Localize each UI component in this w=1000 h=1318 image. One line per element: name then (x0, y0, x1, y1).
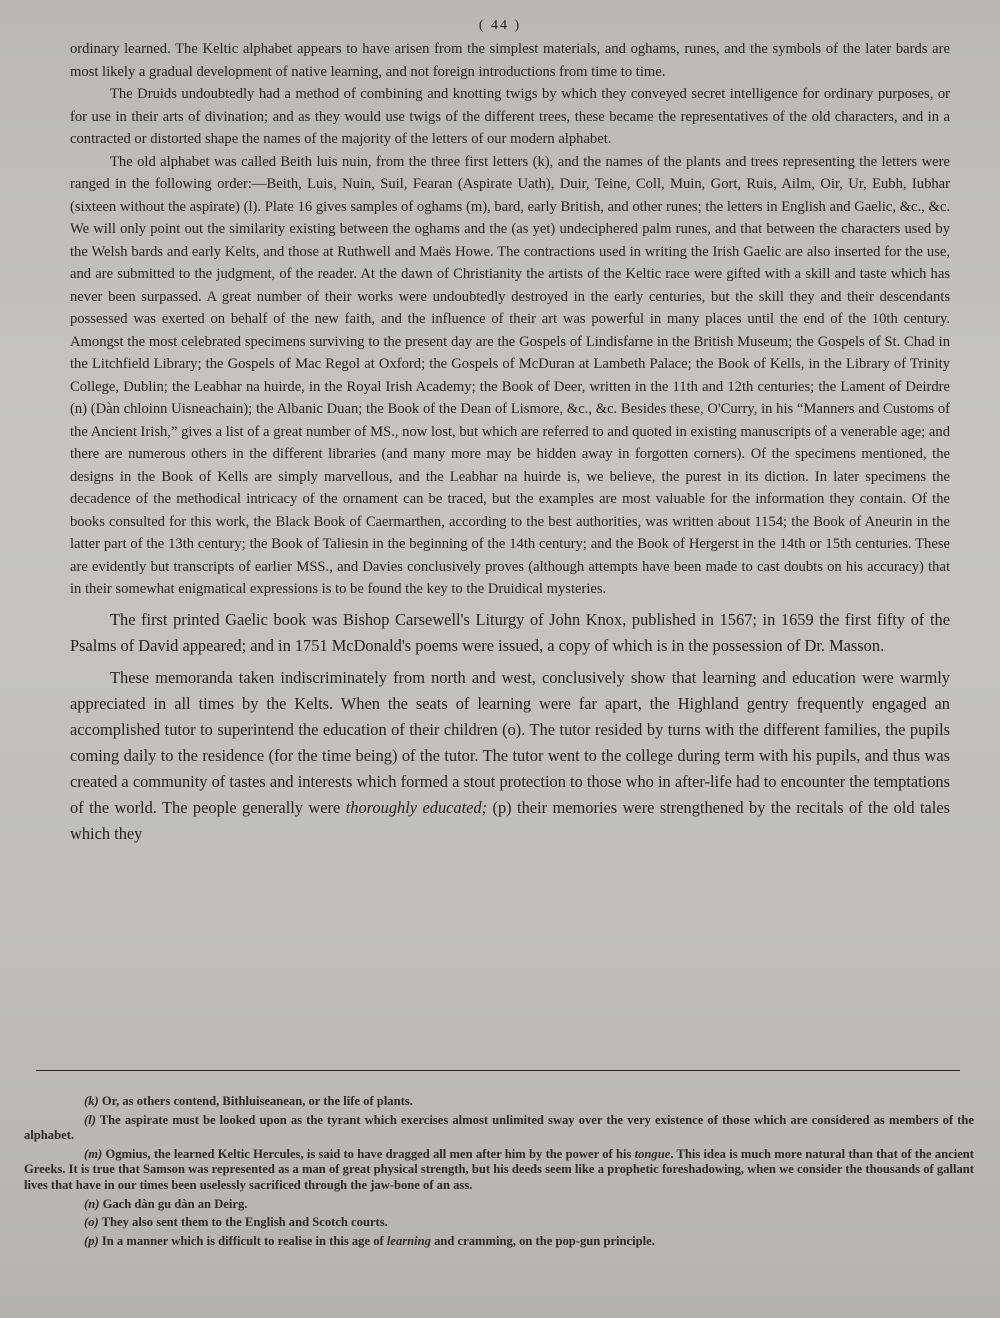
footnote-text: and cramming, on the pop-gun principle. (430, 1233, 655, 1248)
page-number: ( 44 ) (478, 18, 522, 33)
footnote-mark: (m) (84, 1146, 103, 1161)
footnote-mark: (l) (84, 1112, 96, 1127)
footnote-emphasis: learning (386, 1233, 431, 1248)
footnotes (24, 1094, 974, 1252)
footnote-text: In a manner which is difficult to realise in this age of (101, 1233, 387, 1248)
footnote-l (24, 1113, 974, 1144)
footnote-mark: (k) (84, 1094, 99, 1108)
paragraph-2: The Druids undoubtedly had a method of combining and knotting twigs by which they conveyed secret intelligence for ordinary purposes, or for use in their arts of divination; and as they would use twigs of the different trees, these became the representatives of the old characters, and in a contracted or distorted shape the names of the majority of the letters of our modern alphabet. (70, 86, 950, 147)
footnote-divider (36, 1070, 960, 1071)
footnote-m (24, 1147, 974, 1194)
paragraph-5-text-a: These memoranda taken indiscriminately from north and west, conclusively show that learning and education were warmly appreciated in all times by the Kelts. When the seats of learning were far apart, the Highland gentry frequently engaged an accomplished tutor to superintend the education of their children (o). The tutor resided by turns with the different families, the pupils coming daily to the residence (for the time being) of the tutor. The tutor went to the college during term with his pupils, and thus was created a community of tastes and interests which formed a stout protection to those who in after-life had to encounter the temptations of the world. The people generally were (70, 667, 950, 817)
footnote-o (24, 1215, 974, 1231)
footnote-mark: (p) (84, 1233, 99, 1248)
footnote-mark: (o) (84, 1215, 99, 1230)
footnote-text: The aspirate must be looked upon as the tyrant which exercises almost unlimited sway over the very existence of those which are considered as members of the alphabet. (24, 1112, 975, 1143)
footnote-text: Or, as others contend, Bithluiseanean, or the life of plants. (101, 1094, 413, 1108)
paragraph-3: The old alphabet was called Beith luis nuin, from the three first letters (k), and the names of the plants and trees representing the letters were ranged in the following order:—Beith, Luis, Nuin, Suil, Fearan (Aspirate Uath), Duir, Teine, Coll, Muin, Gort, Ruis, Ailm, Oir, Ur, Eubh, Iubhar (sixteen without the aspirate) (l). Plate 16 gives samples of oghams (m), bard, early British, and other runes; the letters in English and Gaelic, &c., &c. We will only point out the similarity existing between the oghams and the (as yet) undeciphered palm runes, and that between the characters used by the Welsh bards and early Kelts, and those at Ruthwell and Maës Howe. The contractions used in writing the Irish Gaelic are also inserted for the use, and are submitted to the judgment, of the reader. At the dawn of Christianity the artists of the Keltic race were gifted with a skill and taste which has never been surpassed. A great number of their works were undoubtedly destroyed in the early centuries, but the skill they and their descendants possessed was exerted on behalf of the new faith, and the influence of their art was powerful in many places until the end of the 10th century. Amongst the most celebrated specimens surviving to the present day are the Gospels of Lindisfarne in the British Museum; the Gospels of St. Chad in the Litchfield Library; the Gospels of Mac Regol at Oxford; the Gospels of McDuran at Lambeth Palace; the Book of Kells, in the Library of Trinity College, Dublin; the Leabhar na huirde, in the Royal Irish Academy; the Book of Deer, written in the 11th and 12th centuries; the Lament of Deirdre (n) (Dàn chloinn Uisneachain); the Albanic Duan; the Book of the Dean of Lismore, &c., &c. Besides these, O'Curry, in his “Manners and Customs of the Ancient Irish,” gives a list of a great number of MS., now lost, but which are referred to and quoted in existing manuscripts of a venerable age; and there are numerous others in the different libraries (and many more may be hidden away in forgotten corners). Of the specimens mentioned, the designs in the Book of Kells are simply marvellous, and the Leabhar na huirde is, we believe, the purest in its diction. In later specimens the decadence of the methodical intricacy of the ornament can be traced, but the examples are most valuable for the information they contain. Of the books consulted for this work, the Black Book of Caermarthen, according to the best authorities, was written about 1154; the Book of Aneurin in the latter part of the 13th century; the Book of Taliesin in the beginning of the 14th century; and the Book of Hergerst in the 14th or 15th centuries. These are evidently but transcripts of earlier MSS., and Davies conclusively proves (although attempts have been made to cast doubts on his accuracy) that in their somewhat enigmatical expressions is to be found the key to the Druidical mysteries. (70, 153, 950, 597)
footnote-n (24, 1197, 974, 1213)
footnote-text: They also sent them to the English and Scotch courts. (101, 1215, 388, 1230)
footnote-k (24, 1094, 974, 1110)
footnote-text: Ogmius, the learned Keltic Hercules, is said to have dragged all men after him by the power of his (105, 1146, 635, 1161)
footnote-emphasis: tongue (634, 1146, 671, 1161)
paragraph-5-emphasis: thoroughly educated; (345, 797, 488, 817)
large-type-section (70, 607, 950, 847)
body-text (70, 38, 950, 847)
footnote-p (24, 1234, 974, 1250)
footnote-text: Gach dàn gu dàn an Deirg. (102, 1196, 248, 1211)
paragraph-5-text-b: (p) their memories were strengthened by the recitals of the old tales which they (70, 797, 950, 843)
paragraph-5 (70, 665, 950, 847)
paragraph-1: ordinary learned. The Keltic alphabet appears to have arisen from the simplest materials, and oghams, runes, and the symbols of the later bards are most likely a gradual development of native learning, and not foreign introductions from time to time. (70, 41, 950, 80)
paragraph-4: The first printed Gaelic book was Bishop Carsewell's Liturgy of John Knox, published in 1567; in 1659 the first fifty of the Psalms of David appeared; and in 1751 McDonald's poems were issued, a copy of which is in the possession of Dr. Masson. (70, 609, 950, 655)
footnote-text: . This idea is much more natural than that of the ancient Greeks. It is true that Samson was represented as a man of great physical strength, but his deeds seem like a prophetic foreshadowing, when we consider the thousands of gallant lives that have in our times been uselessly sacrificed through the jaw-bone of an ass. (24, 1146, 974, 1192)
footnote-mark: (n) (84, 1196, 100, 1211)
